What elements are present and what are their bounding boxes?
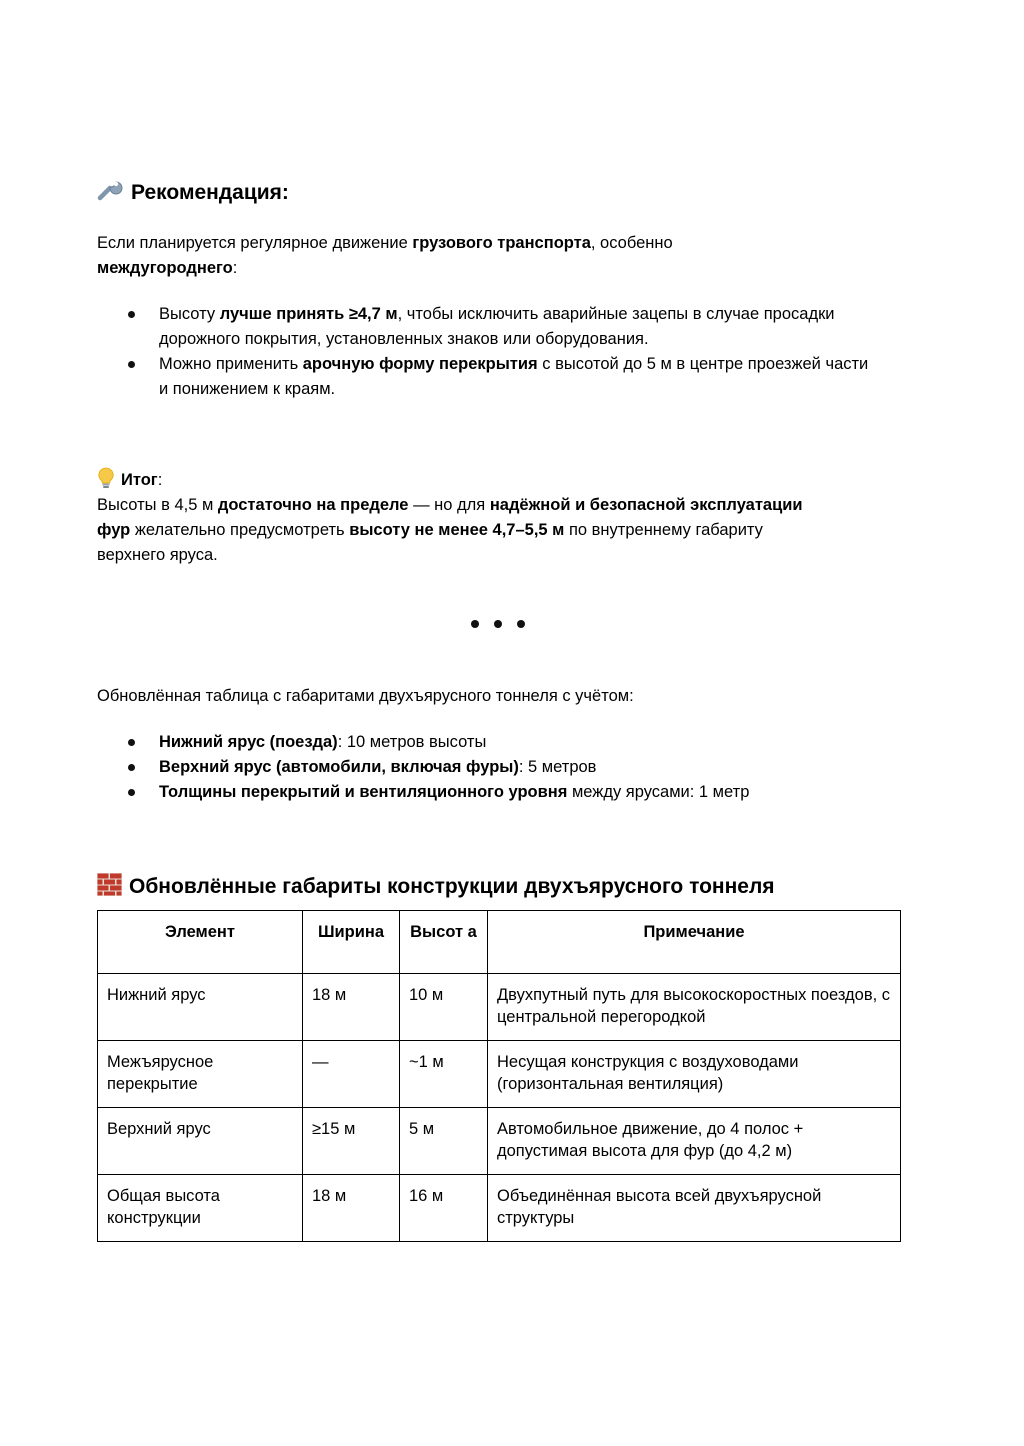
cell-element: Верхний ярус xyxy=(98,1108,303,1175)
wrench-icon xyxy=(97,178,123,202)
recommendation-list xyxy=(97,302,877,402)
list-item: Толщины перекрытий и вентиляционного уровня между ярусами: 1 метр xyxy=(97,780,877,805)
table-heading xyxy=(97,872,775,902)
header-element: Элемент xyxy=(98,911,303,974)
table-row xyxy=(98,974,901,1041)
cell-height: 16 м xyxy=(400,1175,488,1242)
list-item: Верхний ярус (автомобили, включая фуры): 5 метров xyxy=(97,755,877,780)
table-row xyxy=(98,1041,901,1108)
table-header-row xyxy=(98,911,901,974)
cell-height: ~1 м xyxy=(400,1041,488,1108)
cell-height: 5 м xyxy=(400,1108,488,1175)
dimensions-table xyxy=(97,910,901,1242)
header-height: Высот а xyxy=(400,911,488,974)
cell-height: 10 м xyxy=(400,974,488,1041)
list-item: Можно применить арочную форму перекрытия с высотой до 5 м в центре проезжей части и понижением к краям. xyxy=(97,352,877,402)
cell-element: Межъярусное перекрытие xyxy=(98,1041,303,1108)
table-row xyxy=(98,1175,901,1242)
cell-note: Двухпутный путь для высокоскоростных поездов, с центральной перегородкой xyxy=(488,974,901,1041)
list-item: Высоту лучше принять ≥4,7 м, чтобы исключить аварийные зацепы в случае просадки дорожного покрытия, установленных знаков или оборудования. xyxy=(97,302,877,352)
cell-note: Автомобильное движение, до 4 полос + допустимая высота для фур (до 4,2 м) xyxy=(488,1108,901,1175)
cell-width: 18 м xyxy=(303,974,400,1041)
recommendation-heading xyxy=(97,178,289,208)
cell-element: Общая высота конструкции xyxy=(98,1175,303,1242)
recommendation-heading-text: Рекомендация: xyxy=(131,181,289,204)
summary-paragraph: Итог: Высоты в 4,5 м достаточно на пределе — но для надёжной и безопасной эксплуатации фур желательно предусмотреть высоту не менее 4,7–5,5 м по внутреннему габариту верхнего яруса. xyxy=(97,467,817,568)
header-width: Ширина xyxy=(303,911,400,974)
list-item: Нижний ярус (поезда): 10 метров высоты xyxy=(97,730,877,755)
updated-intro: Обновлённая таблица с габаритами двухъярусного тоннеля с учётом: xyxy=(97,687,634,705)
cell-width: — xyxy=(303,1041,400,1108)
cell-note: Несущая конструкция с воздуховодами (горизонтальная вентиляция) xyxy=(488,1041,901,1108)
updated-list xyxy=(97,730,877,805)
cell-width: 18 м xyxy=(303,1175,400,1242)
lightbulb-icon xyxy=(97,467,115,489)
cell-note: Объединённая высота всей двухъярусной структуры xyxy=(488,1175,901,1242)
bricks-icon xyxy=(97,873,122,896)
recommendation-intro: Если планируется регулярное движение грузового транспорта, особенно междугороднего: xyxy=(97,234,673,277)
cell-width: ≥15 м xyxy=(303,1108,400,1175)
header-note: Примечание xyxy=(488,911,901,974)
cell-element: Нижний ярус xyxy=(98,974,303,1041)
table-row xyxy=(98,1108,901,1175)
table-heading-text: Обновлённые габариты конструкции двухъярусного тоннеля xyxy=(129,875,775,898)
section-separator xyxy=(471,620,525,628)
